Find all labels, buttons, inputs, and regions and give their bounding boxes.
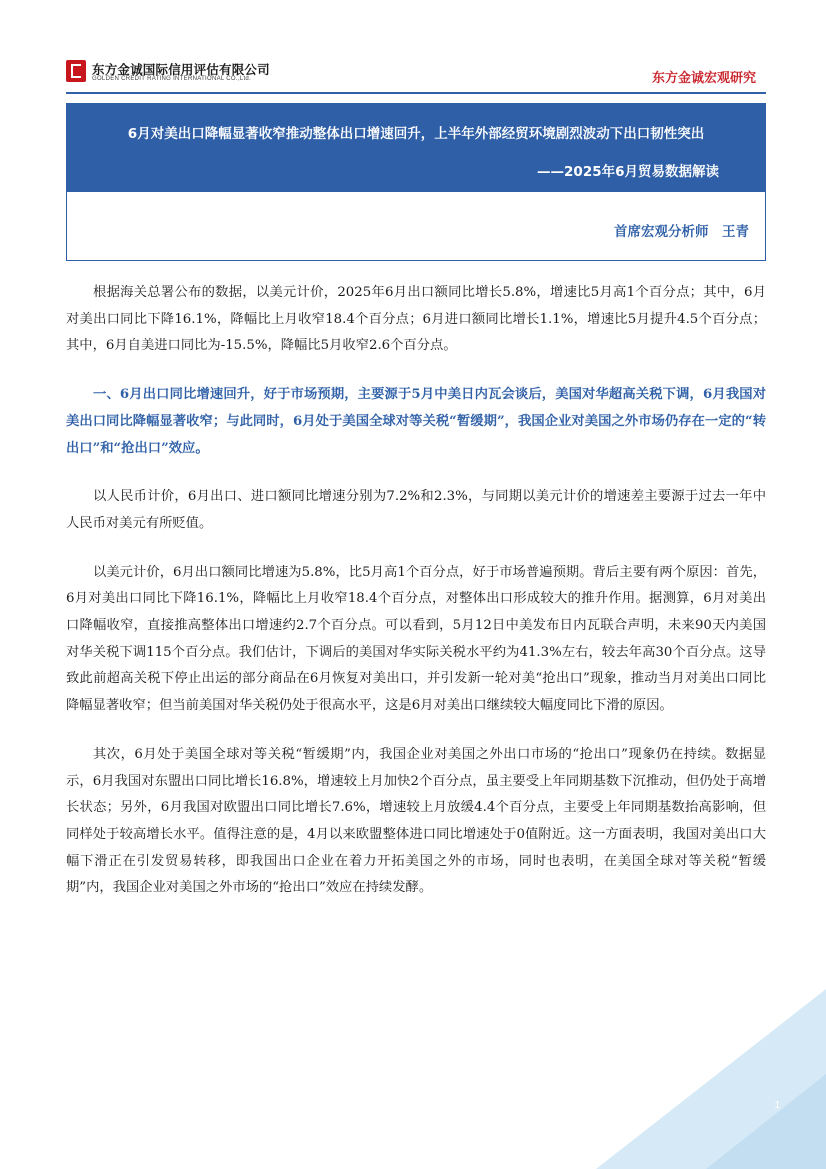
- title-box: [66, 103, 766, 261]
- page-number: 1: [774, 1100, 780, 1111]
- section-heading-1: 一、6月出口同比增速回升，好于市场预期，主要源于5月中美日内瓦会谈后，美国对华超高关税下调，6月我国对美出口同比降幅显著收窄；与此同时，6月处于美国全球对等关税“暂缓期”，我国企业对美国之外市场仍存在一定的“转出口”和“抢出口”效应。: [66, 387, 766, 456]
- report-subtitle: ——2025年6月贸易数据解读: [537, 164, 719, 180]
- header-divider: [66, 92, 766, 94]
- paragraph-usd: 以美元计价，6月出口额同比增速为5.8%，比5月高1个百分点，好于市场普遍预期。背后主要有两个原因：首先，6月对美出口同比下降16.1%，降幅比上月收窄18.4个百分点，对整体出口形成较大的推升作用。据测算，6月对美出口降幅收窄，直接推高整体出口增速约2.7个百分点。可以看到，5月12日中美发布日内瓦联合声明，未来90天内美国对华关税下调115个百分点。我们估计，下调后的美国对华实际关税水平约为41.3%左右，较去年高30个百分点。这导致此前超高关税下停止出运的部分商品在6月恢复对美出口，并引发新一轮对美“抢出口”现象，推动当月对美出口同比降幅显著收窄；但当前美国对华关税仍处于很高水平，这是6月对美出口继续较大幅度同比下滑的原因。: [66, 564, 766, 714]
- report-title: 6月对美出口降幅显著收窄推动整体出口增速回升，上半年外部经贸环境剧烈波动下出口韧性突出: [127, 126, 705, 142]
- page-header: [66, 52, 766, 92]
- paragraph-intro: 根据海关总署公布的数据，以美元计价，2025年6月出口额同比增长5.8%，增速比5月高1个百分点；其中，6月对美出口同比下降16.1%，降幅比上月收窄18.4个百分点；6月进口额同比增长1.1%，增速比5月提升4.5个百分点；其中，6月自美进口同比为-15.5%，降幅比5月收窄2.6个百分点。: [66, 285, 766, 354]
- corner-decoration-inner: [706, 1074, 826, 1169]
- paragraph-second-reason: 其次，6月处于美国全球对等关税“暂缓期”内，我国企业对美国之外出口市场的“抢出口”现象仍在持续。数据显示，6月我国对东盟出口同比增长16.8%，增速较上月加快2个百分点，虽主要受上年同期基数下沉推动，但仍处于高增长状态；另外，6月我国对欧盟出口同比增长7.6%，增速较上月放缓4.4个百分点，主要受上年同期基数抬高影响，但同样处于较高增长水平。值得注意的是，4月以来欧盟整体进口同比增速处于0值附近。这一方面表明，我国对美出口大幅下滑正在引发贸易转移，即我国出口企业在着力开拓美国之外的市场，同时也表明，在美国全球对等关税“暂缓期”内，我国企业对美国之外市场的“抢出口”效应在持续发酵。: [66, 746, 766, 896]
- report-body: [66, 280, 766, 924]
- report-author: 首席宏观分析师 王青: [614, 224, 749, 240]
- section-label: 东方金诚宏观研究: [651, 71, 756, 86]
- title-band: [67, 104, 765, 192]
- company-name-cn: 东方金诚国际信用评估有限公司: [92, 62, 270, 77]
- company-logo-icon: [66, 60, 86, 82]
- company-name-en: GOLDEN CREDIT RATING INTERNATIONAL CO.,Ltd.: [92, 76, 252, 82]
- paragraph-rmb: 以人民币计价，6月出口、进口额同比增速分别为7.2%和2.3%，与同期以美元计价的增速差主要源于过去一年中人民币对美元有所贬值。: [66, 489, 766, 531]
